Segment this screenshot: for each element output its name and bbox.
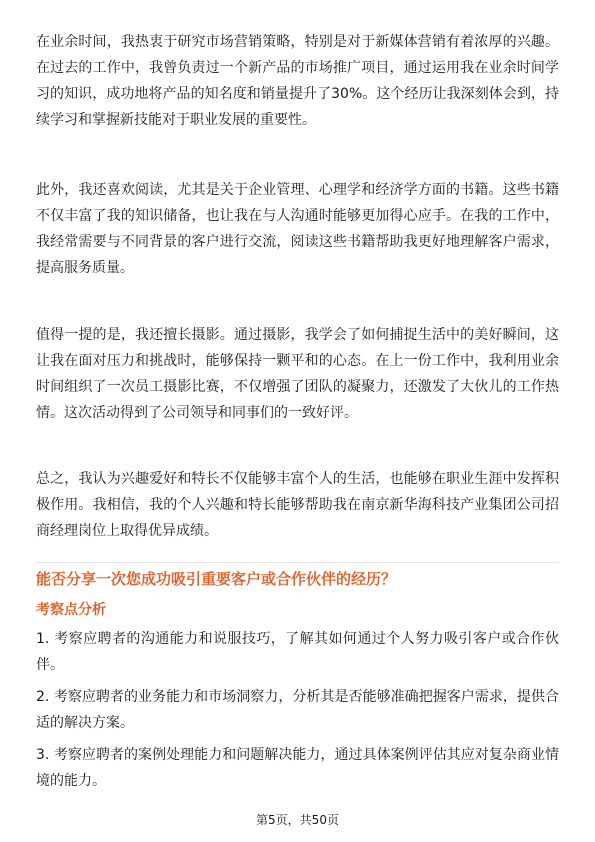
analysis-point-2: 2. 考察应聘者的业务能力和市场洞察力，分析其是否能够准确把握客户需求，提供合适的解决方案。 <box>36 689 559 731</box>
analysis-heading: 考察点分析 <box>36 602 106 618</box>
body-paragraph-2: 此外，我还喜欢阅读，尤其是关于企业管理、心理学和经济学方面的书籍。这些书籍不仅丰富了我的知识储备，也让我在与人沟通时能够更加得心应手。在我的工作中，我经常需要与不同背景的客户进行交流，阅读这些书籍帮助我更好地理解客户需求，提高服务质量。 <box>36 182 559 276</box>
analysis-point-list <box>36 626 559 800</box>
interview-question-heading: 能否分享一次您成功吸引重要客户或合作伙伴的经历？ <box>36 570 397 588</box>
section-divider <box>36 562 559 563</box>
body-paragraph-1: 在业余时间，我热衷于研究市场营销策略，特别是对于新媒体营销有着浓厚的兴趣。在过去的工作中，我曾负责过一个新产品的市场推广项目，通过运用我在业余时间学习的知识，成功地将产品的知名度和销量提升了30%。这个经历让我深刻体会到，持续学习和掌握新技能对于职业发展的重要性。 <box>36 34 559 128</box>
analysis-point-1: 1. 考察应聘者的沟通能力和说服技巧，了解其如何通过个人努力吸引客户或合作伙伴。 <box>36 631 559 673</box>
body-paragraph-3: 值得一提的是，我还擅长摄影。通过摄影，我学会了如何捕捉生活中的美好瞬间，这让我在面对压力和挑战时，能够保持一颗平和的心态。在上一份工作中，我利用业余时间组织了一次员工摄影比赛，不仅增强了团队的凝聚力，还激发了大伙儿的工作热情。这次活动得到了公司领导和同事们的一致好评。 <box>36 327 559 421</box>
page-footer: 第5页，共50页 <box>256 813 339 827</box>
body-paragraph-4: 总之，我认为兴趣爱好和特长不仅能够丰富个人的生活，也能够在职业生涯中发挥积极作用。我相信，我的个人兴趣和特长能够帮助我在南京新华海科技产业集团公司招商经理岗位上取得优异成绩。 <box>36 471 559 539</box>
analysis-point-3: 3. 考察应聘者的案例处理能力和问题解决能力，通过具体案例评估其应对复杂商业情境的能力。 <box>36 747 559 789</box>
